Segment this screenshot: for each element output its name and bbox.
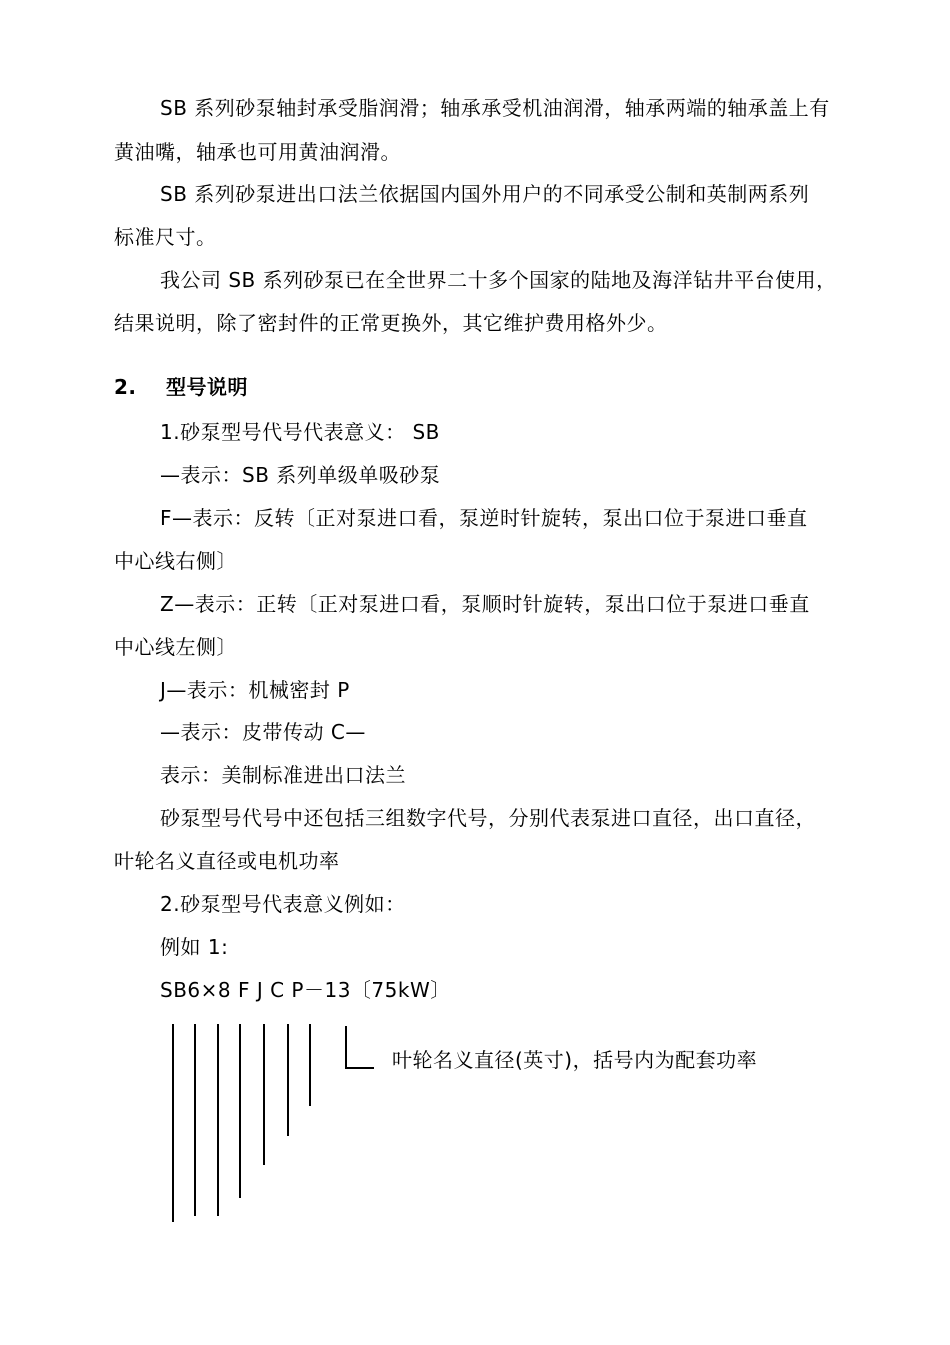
text-line: Z—表示：正转〔正对泵进口看，泵顺时针旋转，泵出口位于泵进口垂直 — [160, 592, 810, 616]
text-line: —表示：皮带传动 C— — [160, 720, 366, 744]
text-line: 1.砂泵型号代号代表意义： SB — [160, 420, 440, 444]
text-line: 砂泵型号代号中还包括三组数字代号，分别代表泵进口直径，出口直径， — [160, 806, 816, 830]
text-line: 表示：美制标准进出口法兰 — [160, 763, 406, 787]
text-line: 2.砂泵型号代表意义例如： — [160, 892, 406, 916]
text-line: 中心线右侧〕 — [114, 549, 237, 573]
paragraph-line: SB 系列砂泵进出口法兰依据国内国外用户的不同承受公制和英制两系列 — [160, 182, 810, 206]
paragraph-line: 标准尺寸。 — [114, 225, 217, 249]
paragraph-line: 黄油嘴，轴承也可用黄油润滑。 — [114, 140, 401, 164]
text-line: 例如 1: — [160, 935, 229, 959]
section-number: 2. — [114, 375, 137, 399]
text-line: 中心线左侧〕 — [114, 635, 237, 659]
text-line: —表示：SB 系列单级单吸砂泵 — [160, 463, 441, 487]
text-line: F—表示：反转〔正对泵进口看，泵逆时针旋转，泵出口位于泵进口垂直 — [160, 506, 808, 530]
text-line: J—表示：机械密封 P — [160, 678, 350, 702]
paragraph-line: SB 系列砂泵轴封承受脂润滑；轴承承受机油润滑，轴承两端的轴承盖上有 — [160, 96, 830, 120]
paragraph-line: 结果说明，除了密封件的正常更换外，其它维护费用格外少。 — [114, 311, 668, 335]
diagram-callout-bracket — [346, 1026, 374, 1068]
section-title: 型号说明 — [165, 375, 248, 399]
diagram-callout-text: 叶轮名义直径(英寸)，括号内为配套功率 — [392, 1048, 758, 1072]
text-line: 叶轮名义直径或电机功率 — [114, 849, 340, 873]
paragraph-line: 我公司 SB 系列砂泵已在全世界二十多个国家的陆地及海洋钻井平台使用， — [160, 268, 837, 292]
model-code-line: SB6×8 F J C P－13〔75kW〕 — [160, 978, 451, 1002]
